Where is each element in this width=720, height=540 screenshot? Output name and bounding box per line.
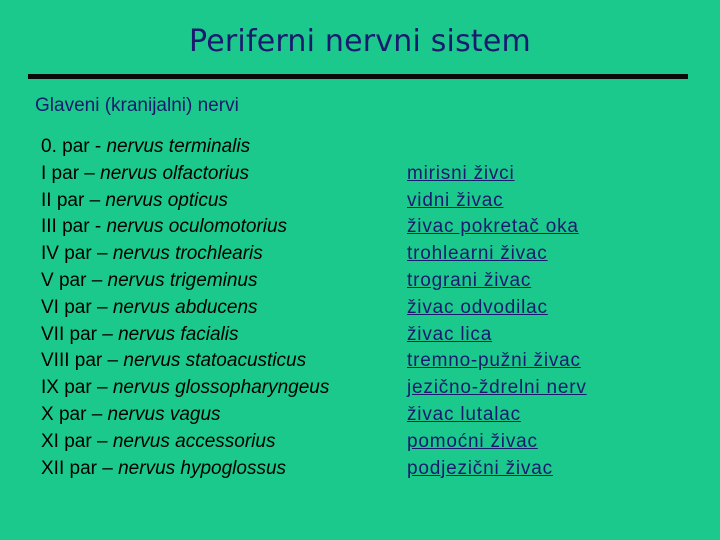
nerve-row: [41, 134, 681, 161]
nerve-latin-name: [41, 295, 258, 322]
nerve-row: [41, 456, 681, 483]
nerve-latin-term: nervus abducens: [112, 296, 258, 318]
nerve-latin-name: [41, 241, 263, 268]
nerve-local-name[interactable]: vidni živac: [407, 189, 504, 211]
nerve-pair-label: VII par –: [41, 323, 119, 345]
nerve-local-name[interactable]: živac lica: [407, 323, 493, 345]
nerve-local-name[interactable]: trohlearni živac: [407, 243, 548, 265]
nerve-row: [41, 241, 681, 268]
nerve-pair-label: V par –: [41, 269, 108, 291]
nerve-row: [41, 268, 681, 295]
nerve-local-name[interactable]: pomoćni živac: [407, 430, 538, 452]
nerve-pair-label: 0. par -: [41, 136, 107, 157]
nerve-latin-term: nervus glossopharyngeus: [112, 377, 330, 399]
nerve-pair-label: I par –: [41, 162, 101, 184]
nerve-latin-term: nervus oculomotorius: [106, 216, 288, 238]
nerve-latin-term: nervus trochlearis: [112, 243, 263, 265]
nerve-row: [41, 161, 681, 188]
nerve-pair-label: II par –: [41, 189, 106, 211]
nerve-latin-name: [41, 188, 228, 215]
nerve-local-name[interactable]: živac pokretač oka: [407, 216, 579, 238]
nerve-pair-label: VI par –: [41, 296, 113, 318]
nerve-latin-name: [41, 375, 329, 402]
nerve-pair-label: VIII par –: [41, 350, 124, 372]
nerve-row: [41, 348, 681, 375]
nerve-local-name[interactable]: tremno-pužni živac: [407, 350, 581, 372]
nerve-latin-name: [41, 134, 250, 161]
nerve-latin-term: nervus hypoglossus: [118, 457, 287, 479]
nerve-latin-term: nervus statoacusticus: [123, 350, 307, 372]
nerve-latin-term: nervus facialis: [118, 323, 239, 345]
nerve-latin-term: nervus terminalis: [106, 136, 251, 157]
section-subtitle: Glaveni (kranijalni) nervi: [35, 95, 239, 116]
nerve-row: [41, 322, 681, 349]
nerve-row: [41, 188, 681, 215]
nerve-latin-name: [41, 322, 239, 349]
nerve-pair-label: XI par –: [41, 430, 113, 452]
nerve-latin-term: nervus opticus: [105, 189, 228, 211]
nerve-row: [41, 402, 681, 429]
nerve-latin-name: [41, 429, 275, 456]
nerve-local-name[interactable]: živac odvodilac: [407, 296, 548, 318]
nerve-latin-name: [41, 348, 306, 375]
nerve-pair-label: XII par –: [41, 457, 119, 479]
nerve-list: [41, 134, 681, 482]
nerve-pair-label: X par –: [41, 403, 108, 425]
title-divider: [28, 74, 688, 79]
nerve-pair-label: IV par –: [41, 243, 113, 265]
page-title: Periferni nervni sistem: [189, 24, 531, 59]
nerve-latin-term: nervus olfactorius: [100, 162, 250, 184]
nerve-local-name[interactable]: podjezični živac: [407, 457, 553, 479]
nerve-latin-name: [41, 456, 286, 483]
nerve-row: [41, 375, 681, 402]
nerve-latin-name: [41, 268, 258, 295]
nerve-latin-name: [41, 402, 221, 429]
nerve-latin-name: [41, 161, 249, 188]
nerve-pair-label: IX par –: [41, 377, 113, 399]
nerve-local-name[interactable]: trograni živac: [407, 269, 532, 291]
nerve-latin-term: nervus accessorius: [112, 430, 276, 452]
nerve-pair-label: III par -: [41, 216, 107, 238]
nerve-latin-term: nervus vagus: [107, 403, 221, 425]
nerve-row: [41, 429, 681, 456]
nerve-row: [41, 214, 681, 241]
nerve-latin-term: nervus trigeminus: [107, 269, 258, 291]
nerve-local-name[interactable]: živac lutalac: [407, 403, 521, 425]
nerve-latin-name: [41, 214, 287, 241]
nerve-row: [41, 295, 681, 322]
nerve-local-name[interactable]: jezično-ždrelni nerv: [407, 377, 587, 399]
nerve-local-name[interactable]: mirisni živci: [407, 162, 515, 184]
